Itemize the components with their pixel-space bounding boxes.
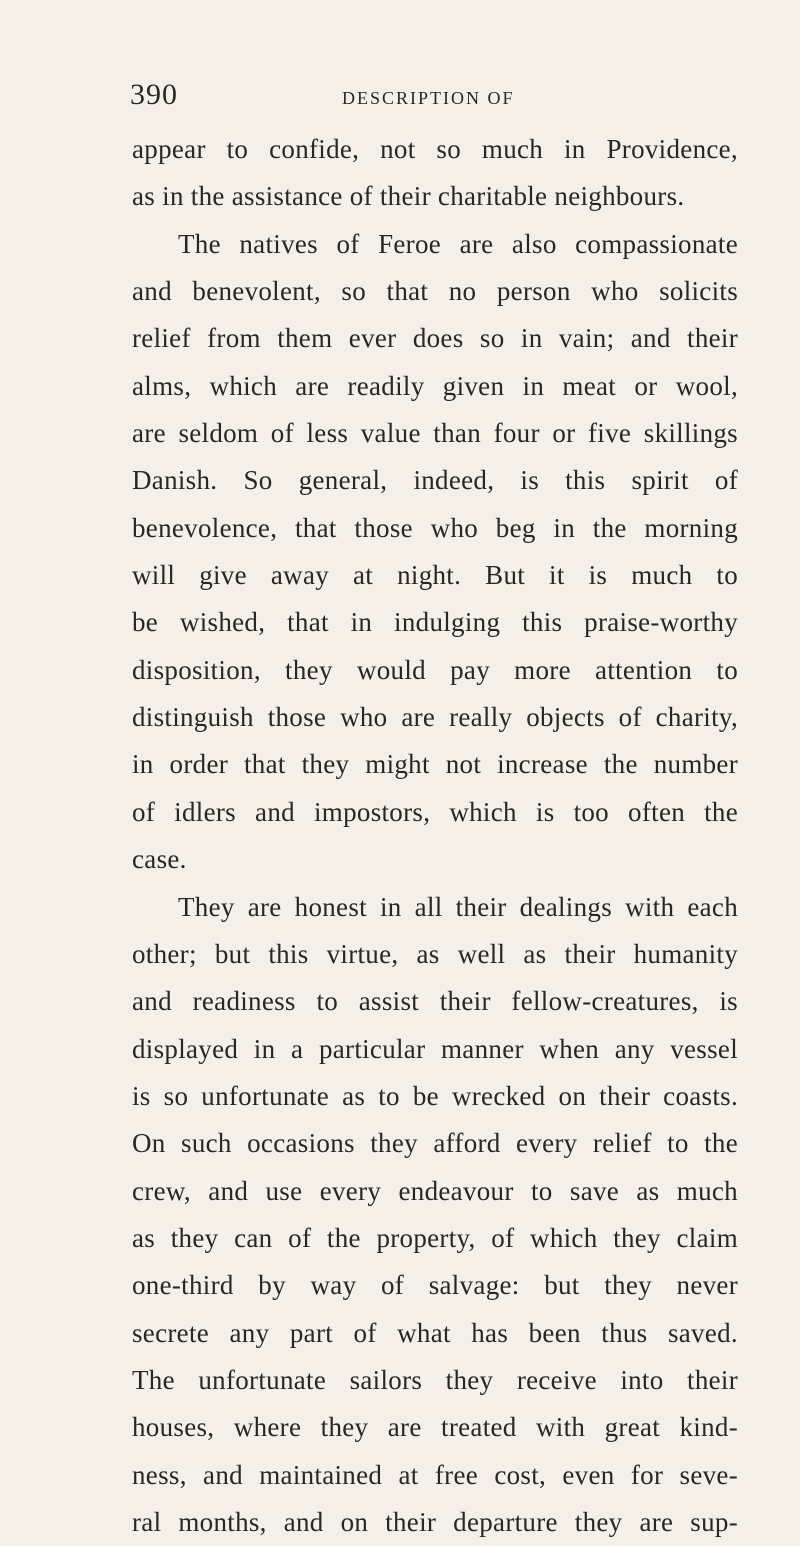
text-line: and readiness to assist their fellow-creatures, is — [132, 986, 738, 1017]
text-line: ness, and maintained at free cost, even for seve- — [132, 1459, 738, 1490]
text-line: benevolence, that those who beg in the morning — [132, 512, 738, 543]
text-line: displayed in a particular manner when any vessel — [132, 1033, 738, 1064]
page-number: 390 — [130, 78, 178, 111]
text-line: are seldom of less value than four or five skillings — [132, 418, 738, 449]
text-line: and benevolent, so that no person who solicits — [132, 276, 738, 307]
text-line: one-third by way of salvage: but they never — [132, 1270, 738, 1301]
text-line: relief from them ever does so in vain; and their — [132, 323, 738, 354]
text-line: The unfortunate sailors they receive into their — [132, 1364, 738, 1395]
text-line: as in the assistance of their charitable neighbours. — [132, 181, 685, 212]
page-header — [130, 78, 690, 118]
text-line: houses, where they are treated with great kind- — [132, 1412, 738, 1443]
text-line: alms, which are readily given in meat or wool, — [132, 370, 738, 401]
body-text — [132, 126, 738, 1546]
text-line: On such occasions they afford every relief to the — [132, 1128, 738, 1159]
text-line: appear to confide, not so much in Providence, — [132, 134, 738, 164]
text-line: crew, and use every endeavour to save as much — [132, 1175, 738, 1206]
text-line: as they can of the property, of which they claim — [132, 1222, 738, 1253]
running-head: DESCRIPTION OF — [342, 88, 515, 108]
text-line: distinguish those who are really objects of charity, — [132, 702, 738, 733]
text-line: disposition, they would pay more attention to — [132, 654, 738, 685]
text-line: is so unfortunate as to be wrecked on their coasts. — [132, 1080, 738, 1111]
text-line: other; but this virtue, as well as their humanity — [132, 938, 738, 969]
text-line: be wished, that in indulging this praise-worthy — [132, 607, 738, 638]
text-line: They are honest in all their dealings with each — [178, 891, 738, 922]
text-line: secrete any part of what has been thus saved. — [132, 1317, 738, 1348]
text-line: The natives of Feroe are also compassionate — [178, 228, 738, 259]
text-line: Danish. So general, indeed, is this spirit of — [132, 465, 738, 496]
text-line: ral months, and on their departure they are sup- — [132, 1506, 738, 1537]
text-line: case. — [132, 844, 187, 875]
text-line: will give away at night. But it is much to — [132, 560, 738, 591]
text-line: in order that they might not increase the number — [132, 749, 738, 780]
text-line: of idlers and impostors, which is too often the — [132, 796, 738, 827]
